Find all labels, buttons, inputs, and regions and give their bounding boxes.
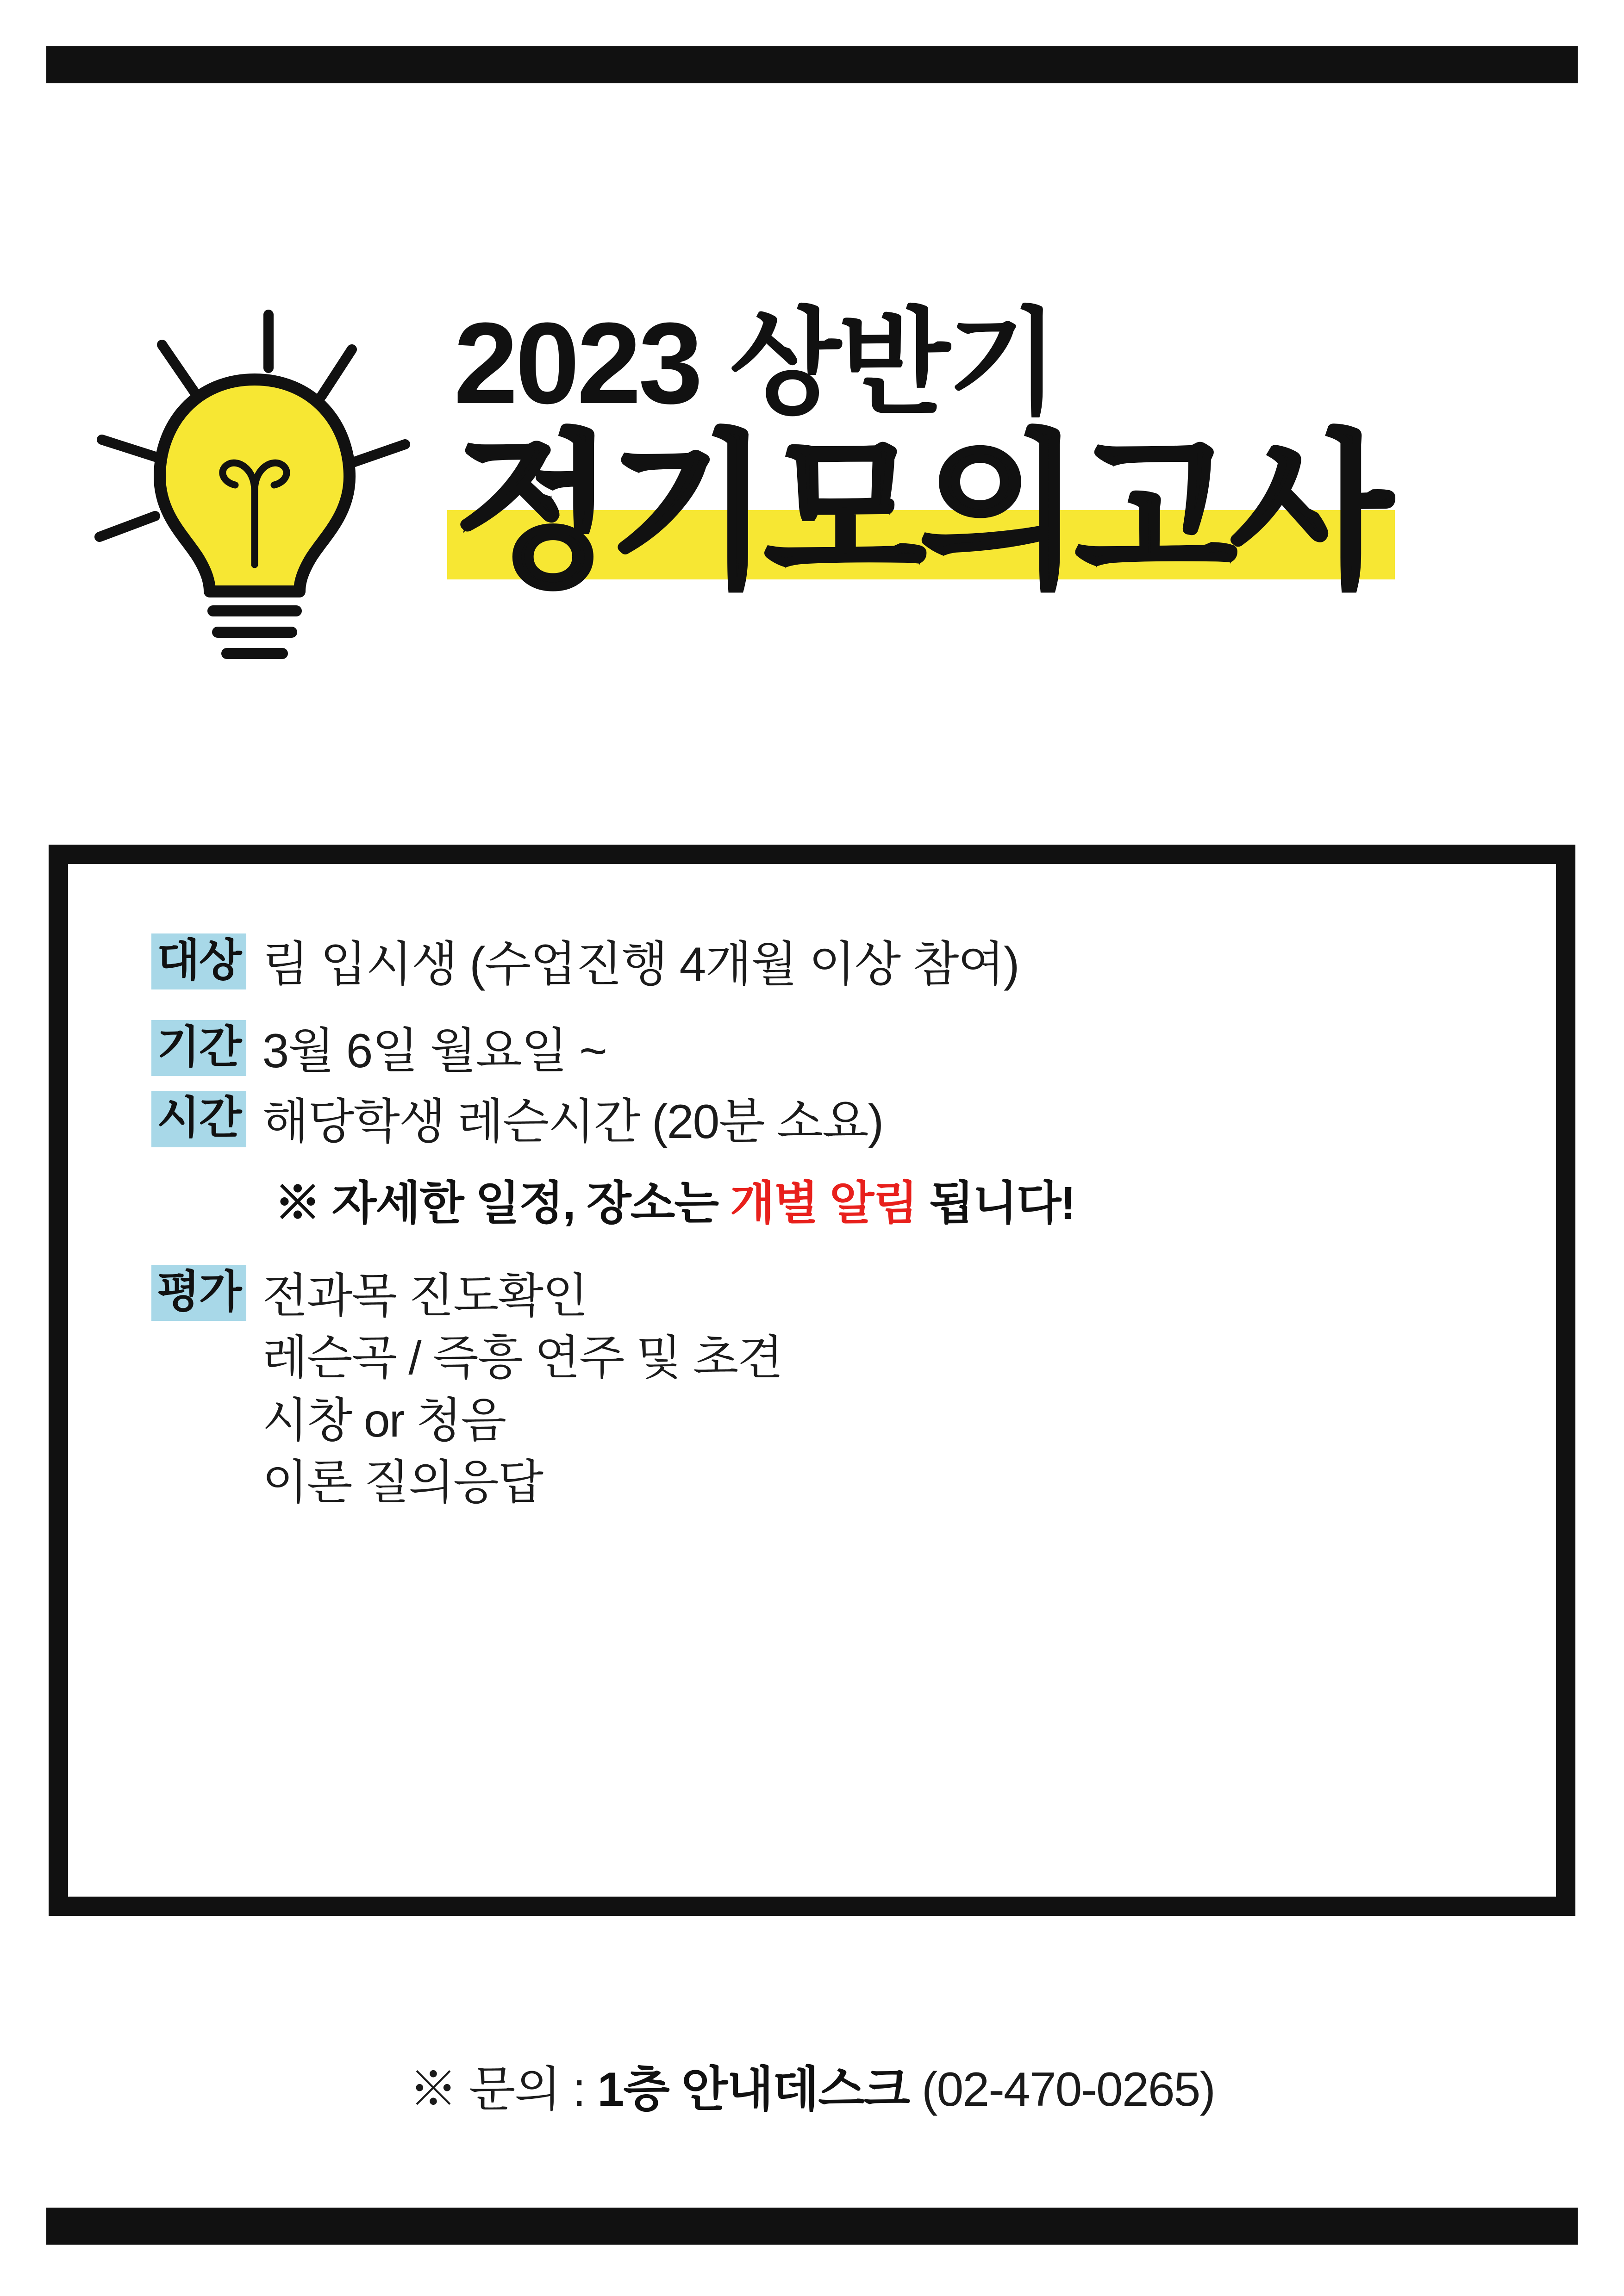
row-tag-period: 기간: [151, 1020, 246, 1076]
evaluation-line: 전과목 진도확인: [262, 1269, 587, 1322]
evaluation-line: 시창 or 청음: [262, 1394, 506, 1447]
row-tag-evaluation: 평가: [151, 1265, 246, 1321]
top-rule: [46, 46, 1578, 83]
lightbulb-icon: [74, 305, 454, 685]
contact-prefix: ※ 문의 :: [409, 2063, 598, 2116]
poster-header: [46, 241, 1578, 722]
info-row-period: [151, 1020, 1473, 1083]
row-tag-target: 대상: [151, 933, 246, 989]
contact-desk: 1층 안내데스크: [597, 2063, 910, 2116]
evaluation-line: 이론 질의응답: [262, 1456, 543, 1509]
poster-title: 정기모의고사: [454, 420, 1387, 606]
row-value-time: 해당학생 레슨시간 (20분 소요): [262, 1095, 883, 1149]
note-prefix: ※ 자세한 일정, 장소는: [275, 1177, 730, 1229]
poster-subtitle: 2023 상반기: [454, 299, 1057, 428]
row-tag-time: 시간: [151, 1091, 246, 1147]
info-row-evaluation: [151, 1265, 1473, 1514]
info-row-time: [151, 1091, 1473, 1153]
row-value-target: 림 입시생 (수업진행 4개월 이상 참여): [262, 938, 1019, 991]
info-row-target: [151, 933, 1473, 996]
info-panel: [49, 845, 1575, 1916]
note-suffix: 됩니다!: [917, 1177, 1075, 1229]
note-highlight: 개별 알림: [730, 1177, 917, 1229]
contact-line: [0, 2050, 1624, 2120]
poster-title-wrap: [454, 420, 1387, 606]
contact-phone: (02-470-0265): [909, 2063, 1215, 2116]
evaluation-line: 레슨곡 / 즉흥 연주 및 초견: [262, 1332, 782, 1385]
bottom-rule: [46, 2208, 1578, 2245]
schedule-note: [275, 1166, 1473, 1232]
row-value-period: 3월 6일 월요일 ~: [262, 1024, 606, 1078]
row-value-evaluation: [262, 1265, 1473, 1514]
title-block: [454, 299, 1574, 606]
